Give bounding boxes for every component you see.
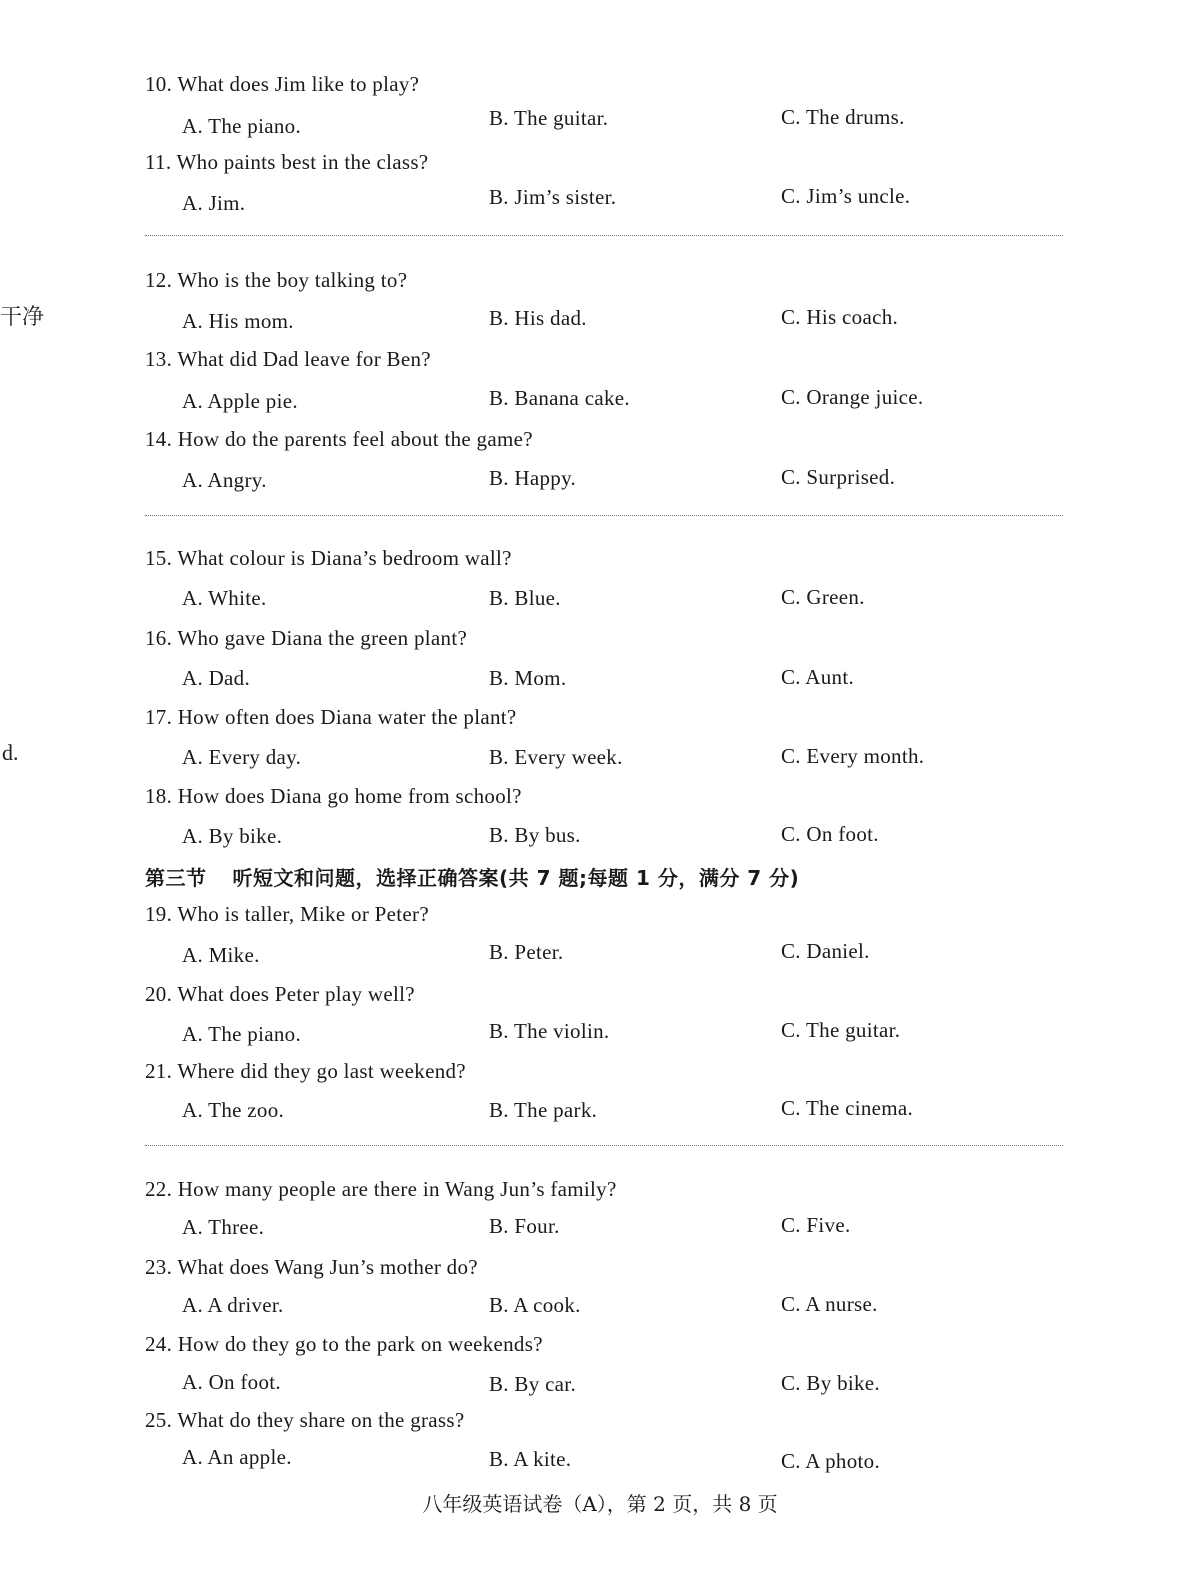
question-text: 22. How many people are there in Wang Jun’s family? [145,1177,617,1201]
option-b: B. Jim’s sister. [489,185,617,209]
section-divider [145,1145,1063,1146]
option-b: B. Four. [489,1214,560,1238]
option-a: A. Three. [182,1215,265,1239]
option-a: A. A driver. [182,1293,284,1317]
option-a: A. By bike. [182,824,283,848]
option-c: C. Daniel. [781,939,870,963]
option-c: C. Surprised. [781,465,896,489]
option-b: B. The guitar. [489,106,609,130]
question-text: 12. Who is the boy talking to? [145,268,408,292]
option-c: C. The guitar. [781,1018,901,1042]
option-b: B. A kite. [489,1447,572,1471]
option-a: A. White. [182,586,267,610]
option-a: A. Mike. [182,943,260,967]
question-text: 18. How does Diana go home from school? [145,784,522,808]
question-text: 13. What did Dad leave for Ben? [145,347,431,371]
option-a: A. Every day. [182,745,302,769]
section-heading [145,862,799,891]
option-c: C. Every month. [781,744,925,768]
option-b: B. Every week. [489,745,623,769]
question-text: 19. Who is taller, Mike or Peter? [145,902,429,926]
option-a: A. Angry. [182,468,267,492]
question-text: 17. How often does Diana water the plant? [145,705,517,729]
option-c: C. Orange juice. [781,385,924,409]
section-divider [145,235,1063,236]
question-text: 20. What does Peter play well? [145,982,415,1006]
option-c: C. Five. [781,1213,851,1237]
question-text: 23. What does Wang Jun’s mother do? [145,1255,478,1279]
option-c: C. Green. [781,585,865,609]
option-a: A. Jim. [182,191,246,215]
question-text: 14. How do the parents feel about the game? [145,427,533,451]
option-a: A. The zoo. [182,1098,285,1122]
option-b: B. Banana cake. [489,386,630,410]
option-c: C. A photo. [781,1449,880,1473]
question-text: 10. What does Jim like to play? [145,72,420,96]
margin-fragment-1: 干净 [0,304,45,329]
option-b: B. A cook. [489,1293,581,1317]
option-c: C. On foot. [781,822,879,846]
page-footer: 八年级英语试卷（A），第 2 页，共 8 页 [422,1492,778,1516]
option-c: C. A nurse. [781,1292,878,1316]
margin-fragment-2: d. [2,740,19,765]
option-c: C. Jim’s uncle. [781,184,911,208]
option-b: B. The park. [489,1098,598,1122]
question-text: 21. Where did they go last weekend? [145,1059,466,1083]
option-a: A. His mom. [182,309,294,333]
option-a: A. Apple pie. [182,389,298,413]
option-b: B. Peter. [489,940,564,964]
option-a: A. An apple. [182,1445,292,1469]
option-b: B. By bus. [489,823,581,847]
option-a: A. The piano. [182,1022,301,1046]
question-text: 11. Who paints best in the class? [145,150,429,174]
option-c: C. His coach. [781,305,899,329]
question-text: 16. Who gave Diana the green plant? [145,626,468,650]
option-a: A. On foot. [182,1370,281,1394]
option-a: A. The piano. [182,114,301,138]
option-c: C. The drums. [781,105,905,129]
option-b: B. His dad. [489,306,587,330]
question-text: 15. What colour is Diana’s bedroom wall? [145,546,512,570]
option-b: B. By car. [489,1372,576,1396]
section-divider [145,515,1063,516]
option-b: B. Mom. [489,666,567,690]
section-instructions: 听短文和问题，选择正确答案(共 7 题;每题 1 分，满分 7 分) [232,866,800,890]
option-b: B. The violin. [489,1019,610,1043]
option-c: C. By bike. [781,1371,880,1395]
question-text: 24. How do they go to the park on weekends? [145,1332,543,1356]
option-b: B. Happy. [489,466,577,490]
option-b: B. Blue. [489,586,561,610]
option-a: A. Dad. [182,666,251,690]
section-label: 第三节 [145,866,207,890]
option-c: C. Aunt. [781,665,854,689]
question-text: 25. What do they share on the grass? [145,1408,465,1432]
option-c: C. The cinema. [781,1096,914,1120]
